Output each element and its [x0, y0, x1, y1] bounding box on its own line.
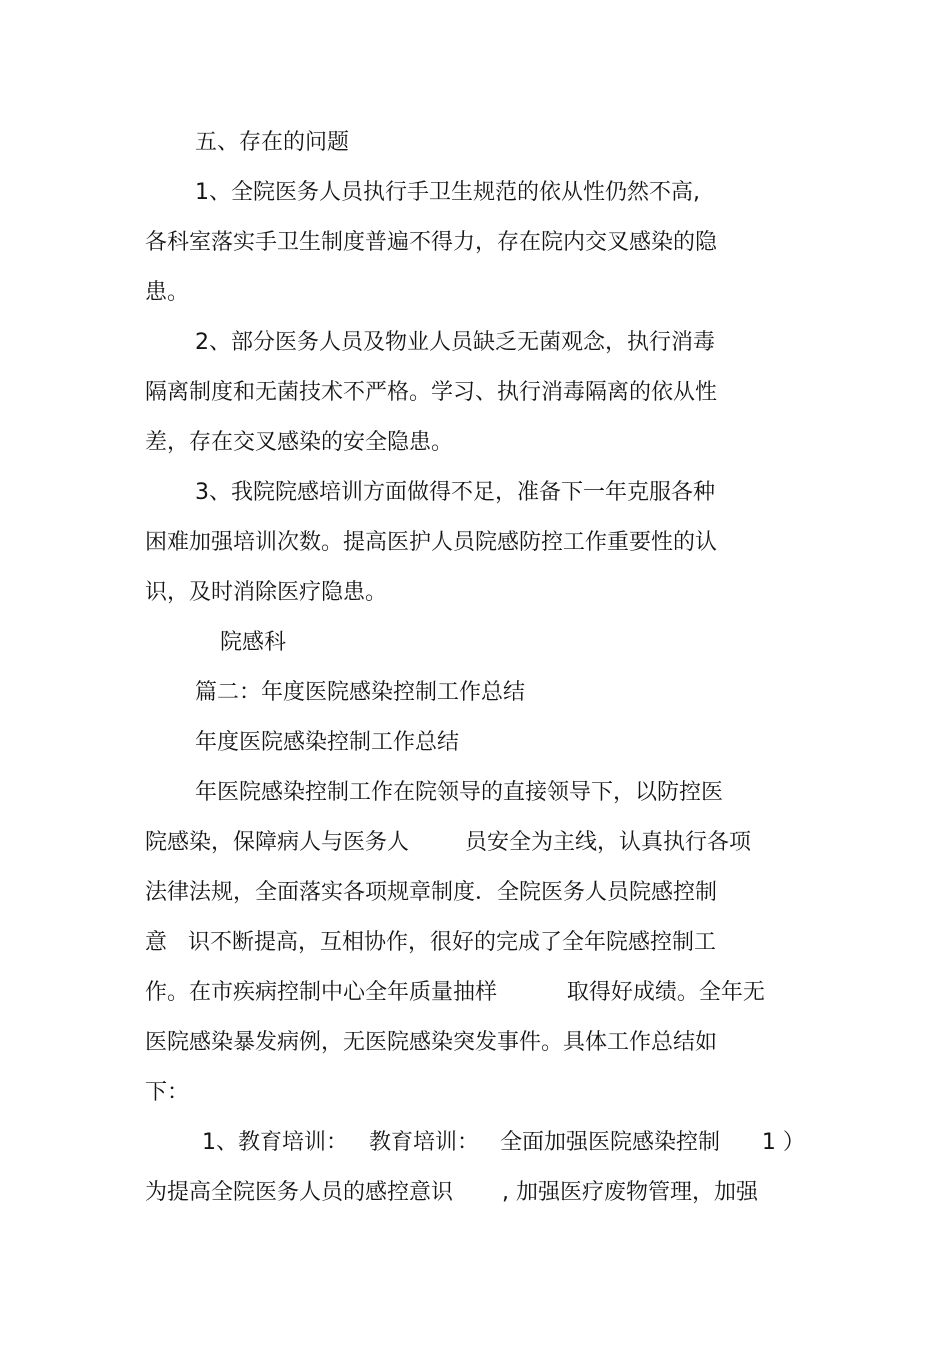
- article-label: 篇二：年度医院感染控制工作总结: [195, 680, 526, 705]
- problem-2-line-1: 2、部分医务人员及物业人员缺乏无菌观念，执行消毒: [195, 330, 715, 355]
- problem-2-line-3: 差，存在交叉感染的安全隐患。: [145, 430, 454, 455]
- problem-3-line-1: 3、我院院感培训方面做得不足，准备下一年克服各种: [195, 480, 715, 505]
- problem-1-line-3: 患。: [145, 280, 190, 305]
- problem-3-line-2: 困难加强培训次数。提高医护人员院感防控工作重要性的认: [145, 530, 718, 555]
- intro-line-5: 作。在市疾病控制中心全年质量抽样 取得好成绩。全年无: [145, 980, 765, 1005]
- intro-line-2: 院感染，保障病人与医务人 员安全为主线，认真执行各项: [145, 830, 751, 855]
- problem-1-line-1: 1、全院医务人员执行手卫生规范的依从性仍然不高,: [195, 180, 700, 205]
- section-heading: 五、存在的问题: [195, 130, 350, 155]
- problem-1-line-2: 各科室落实手卫生制度普遍不得力，存在院内交叉感染的隐: [145, 230, 718, 255]
- problem-3-line-3: 识，及时消除医疗隐患。: [145, 580, 388, 605]
- intro-line-7: 下：: [145, 1080, 190, 1105]
- item1-line-2: 为提高全院医务人员的感控意识 , 加强医疗废物管理，加强: [145, 1180, 758, 1205]
- intro-line-6: 医院感染暴发病例，无医院感染突发事件。具体工作总结如: [145, 1030, 718, 1055]
- intro-line-4: 意 识不断提高，互相协作，很好的完成了全年院感控制工: [145, 930, 716, 955]
- intro-line-1: 年医院感染控制工作在院领导的直接领导下，以防控医: [195, 780, 724, 805]
- item1-line-1: 1、教育培训： 教育培训： 全面加强医院感染控制 1 ）: [195, 1130, 805, 1155]
- signature: 院感科: [220, 630, 287, 655]
- problem-2-line-2: 隔离制度和无菌技术不严格。学习、执行消毒隔离的依从性: [145, 380, 718, 405]
- intro-line-3: 法律法规，全面落实各项规章制度．全院医务人员院感控制: [145, 880, 718, 905]
- article-title: 年度医院感染控制工作总结: [195, 730, 460, 755]
